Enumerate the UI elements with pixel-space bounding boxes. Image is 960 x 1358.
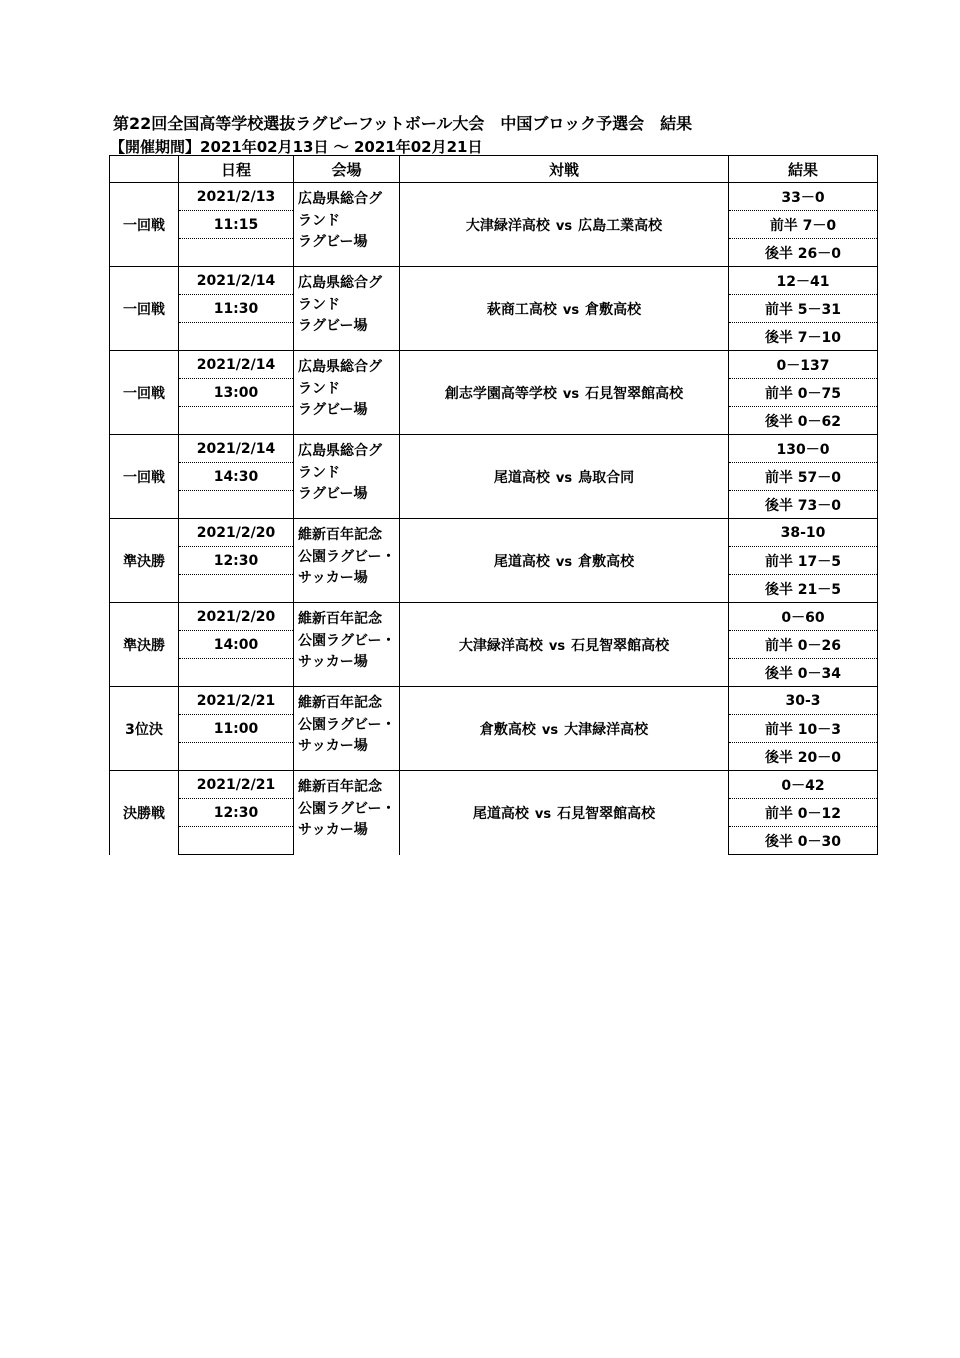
match-date: 2021/2/14 [179,351,294,379]
second-half-score: 後半 26－0 [729,239,878,267]
match-venue [294,351,400,435]
round-label: 準決勝 [110,519,179,603]
total-score: 38-10 [729,519,878,547]
empty-cell [179,491,294,519]
round-label: 一回戦 [110,267,179,351]
table-header-row [110,156,878,183]
match-time: 11:15 [179,211,294,239]
second-half-score: 後半 21－5 [729,575,878,603]
venue-line: 維新百年記念 [298,527,382,543]
venue-line: 維新百年記念 [298,695,382,711]
total-score: 130－0 [729,435,878,463]
results-table [109,155,878,855]
match-date: 2021/2/14 [179,267,294,295]
vs-label: vs [562,386,580,402]
venue-line: 広島県総合グ [298,443,382,459]
venue-line: 公園ラグビー・ [298,800,396,817]
matchup [400,267,729,351]
matchup [400,519,729,603]
match-venue [294,435,400,519]
team-b: 倉敷高校 [585,301,642,318]
match-date: 2021/2/21 [179,771,294,799]
header-match: 対戦 [400,156,729,183]
venue-line: サッカー場 [298,570,368,586]
matchup [400,183,729,267]
venue-line: 広島県総合グ [298,191,382,207]
empty-cell [179,575,294,603]
vs-label: vs [548,638,566,654]
header-venue: 会場 [294,156,400,183]
second-half-score: 後半 0－62 [729,407,878,435]
second-half-score: 後半 73－0 [729,491,878,519]
empty-cell [179,323,294,351]
team-b: 広島工業高校 [578,217,663,234]
venue-line: ランド [298,464,340,481]
vs-label: vs [541,722,559,738]
match-date: 2021/2/14 [179,435,294,463]
first-half-score: 前半 0－26 [729,631,878,659]
venue-line: 広島県総合グ [298,275,382,291]
match-row [110,267,878,295]
round-label: 一回戦 [110,183,179,267]
venue-line: ラグビー場 [298,234,368,250]
venue-line: 公園ラグビー・ [298,632,396,649]
venue-line: 広島県総合グ [298,359,382,375]
matchup [400,771,729,855]
match-venue [294,603,400,687]
matchup [400,351,729,435]
vs-label: vs [555,470,573,486]
team-a: 大津緑洋高校 [465,217,550,234]
venue-line: 維新百年記念 [298,611,382,627]
vs-label: vs [562,302,580,318]
match-venue [294,267,400,351]
venue-line: 公園ラグビー・ [298,548,396,565]
team-a: 大津緑洋高校 [458,637,543,654]
first-half-score: 前半 0－12 [729,799,878,827]
match-row [110,519,878,547]
team-b: 倉敷高校 [578,553,635,570]
empty-cell [179,407,294,435]
team-b: 石見智翠館高校 [571,637,670,654]
header-result: 結果 [729,156,878,183]
round-label: 準決勝 [110,603,179,687]
round-label: 一回戦 [110,435,179,519]
second-half-score: 後半 0－34 [729,659,878,687]
venue-line: ランド [298,212,340,229]
match-venue [294,519,400,603]
second-half-score: 後半 7－10 [729,323,878,351]
match-row [110,687,878,715]
match-time: 14:30 [179,463,294,491]
team-b: 石見智翠館高校 [557,805,656,822]
vs-label: vs [555,554,573,570]
team-a: 尾道高校 [493,469,550,486]
match-time: 12:30 [179,799,294,827]
match-row [110,771,878,799]
vs-label: vs [534,806,552,822]
empty-cell [179,743,294,771]
team-a: 倉敷高校 [479,721,536,738]
total-score: 0－42 [729,771,878,799]
match-row [110,603,878,631]
team-a: 尾道高校 [493,553,550,570]
results-body [110,183,878,855]
total-score: 0－60 [729,603,878,631]
first-half-score: 前半 0－75 [729,379,878,407]
team-b: 大津緑洋高校 [564,721,649,738]
team-a: 創志学園高等学校 [444,385,557,402]
event-period: 【開催期間】2021年02月13日 ～ 2021年02月21日 [110,138,483,156]
team-a: 尾道高校 [472,805,529,822]
match-date: 2021/2/20 [179,519,294,547]
empty-cell [179,239,294,267]
second-half-score: 後半 0－30 [729,827,878,855]
total-score: 30-3 [729,687,878,715]
first-half-score: 前半 5－31 [729,295,878,323]
venue-line: 維新百年記念 [298,779,382,795]
round-label: 一回戦 [110,351,179,435]
header-schedule: 日程 [179,156,294,183]
match-time: 11:00 [179,715,294,743]
venue-line: 公園ラグビー・ [298,716,396,733]
match-time: 14:00 [179,631,294,659]
team-b: 石見智翠館高校 [585,385,684,402]
match-venue [294,771,400,855]
venue-line: ラグビー場 [298,402,368,418]
first-half-score: 前半 17－5 [729,547,878,575]
match-date: 2021/2/21 [179,687,294,715]
team-b: 鳥取合同 [578,469,635,486]
matchup [400,687,729,771]
match-venue [294,183,400,267]
match-date: 2021/2/13 [179,183,294,211]
matchup [400,603,729,687]
match-row [110,351,878,379]
venue-line: ランド [298,296,340,313]
document-title: 第22回全国高等学校選抜ラグビーフットボール大会 中国ブロック予選会 結果 [113,114,693,133]
venue-line: ランド [298,380,340,397]
total-score: 33－0 [729,183,878,211]
venue-line: サッカー場 [298,822,368,838]
total-score: 12－41 [729,267,878,295]
first-half-score: 前半 57－0 [729,463,878,491]
first-half-score: 前半 7－0 [729,211,878,239]
header-round [110,156,179,183]
vs-label: vs [555,218,573,234]
second-half-score: 後半 20－0 [729,743,878,771]
venue-line: サッカー場 [298,738,368,754]
round-label: 決勝戦 [110,771,179,855]
empty-cell [179,659,294,687]
match-time: 12:30 [179,547,294,575]
matchup [400,435,729,519]
match-time: 11:30 [179,295,294,323]
first-half-score: 前半 10－3 [729,715,878,743]
match-time: 13:00 [179,379,294,407]
total-score: 0－137 [729,351,878,379]
match-date: 2021/2/20 [179,603,294,631]
venue-line: ラグビー場 [298,486,368,502]
venue-line: ラグビー場 [298,318,368,334]
team-a: 萩商工高校 [486,301,557,318]
match-row [110,183,878,211]
venue-line: サッカー場 [298,654,368,670]
empty-cell [179,827,294,855]
match-row [110,435,878,463]
match-venue [294,687,400,771]
round-label: 3位決 [110,687,179,771]
